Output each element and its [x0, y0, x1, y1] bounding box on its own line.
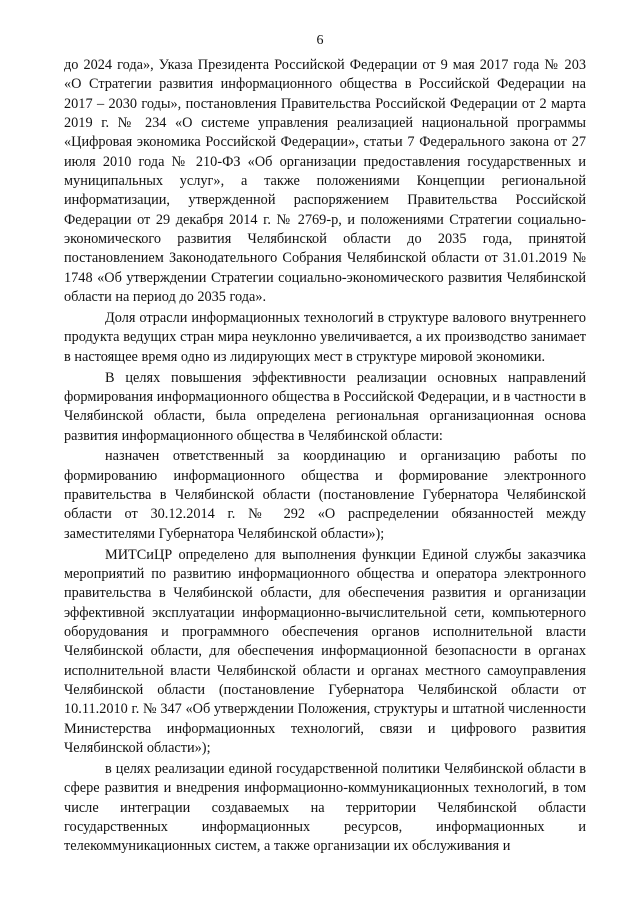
paragraph: В целях повышения эффективности реализации основных направлений формирования информационного общества в Российской Федерации, и в частности в Челябинской области, была определена региональная организационная основа развития информационного общества в Челябинской области:	[64, 369, 586, 444]
paragraph: назначен ответственный за координацию и организацию работы по формированию информационного общества и формирование электронного правительства в Челябинской области (постановление Губернатора Челябинской области от 30.12.2014 г. № 292 «О распределении обязанностей между заместителями Губернатора Челябинской области»);	[64, 448, 586, 542]
paragraph: Доля отрасли информационных технологий в структуре валового внутреннего продукта ведущих стран мира неуклонно увеличивается, а их производство занимает в настоящее время одно из лидирующих мест в структуре мировой экономики.	[64, 309, 586, 365]
page-number: 6	[316, 33, 324, 48]
paragraph: до 2024 года», Указа Президента Российской Федерации от 9 мая 2017 года № 203 «О Стратегии развития информационного общества в Российской Федерации на 2017 – 2030 годы», постановления Правительства Российской Федерации от 2 марта 2019 г. № 234 «О системе управления реализацией национальной программы «Цифровая экономика Российской Федерации», статьи 7 Федерального закона от 27 июля 2010 года № 210-ФЗ «Об организации предоставления государственных и муниципальных услуг», а также положениями Концепции региональной информатизации, утвержденной распоряжением Правительства Российской Федерации от 29 декабря 2014 г. № 2769-р, и положениями Стратегии социально-экономического развития Челябинской области до 2035 года, принятой постановлением Законодательного Собрания Челябинской области от 31.01.2019 № 1748 «Об утверждении Стратегии социально-экономического развития Челябинской области на период до 2035 года».	[64, 57, 586, 306]
document-body	[64, 56, 586, 857]
paragraph: в целях реализации единой государственной политики Челябинской области в сфере развития и внедрения информационно-коммуникационных технологий, в том числе интеграции создаваемых на территории Челябинской области государственных информационных ресурсов, информационных и телекоммуникационных систем, а также организации их обслуживания и	[64, 760, 586, 855]
paragraph: МИТСиЦР определено для выполнения функции Единой службы заказчика мероприятий по развитию информационного общества и оператора электронного правительства в Челябинской области, для обеспечения развития и организации эффективной эксплуатации информационно-вычислительной сети, компьютерного оборудования и программного обеспечения органов исполнительной власти Челябинской области, для обеспечения информационной безопасности в органах исполнительной власти Челябинской области и органах местного самоуправления Челябинской области (постановление Губернатора Челябинской области от 10.11.2010 г. № 347 «Об утверждении Положения, структуры и штатной численности Министерства информационных технологий, связи и цифрового развития Челябинской области»);	[64, 546, 586, 757]
